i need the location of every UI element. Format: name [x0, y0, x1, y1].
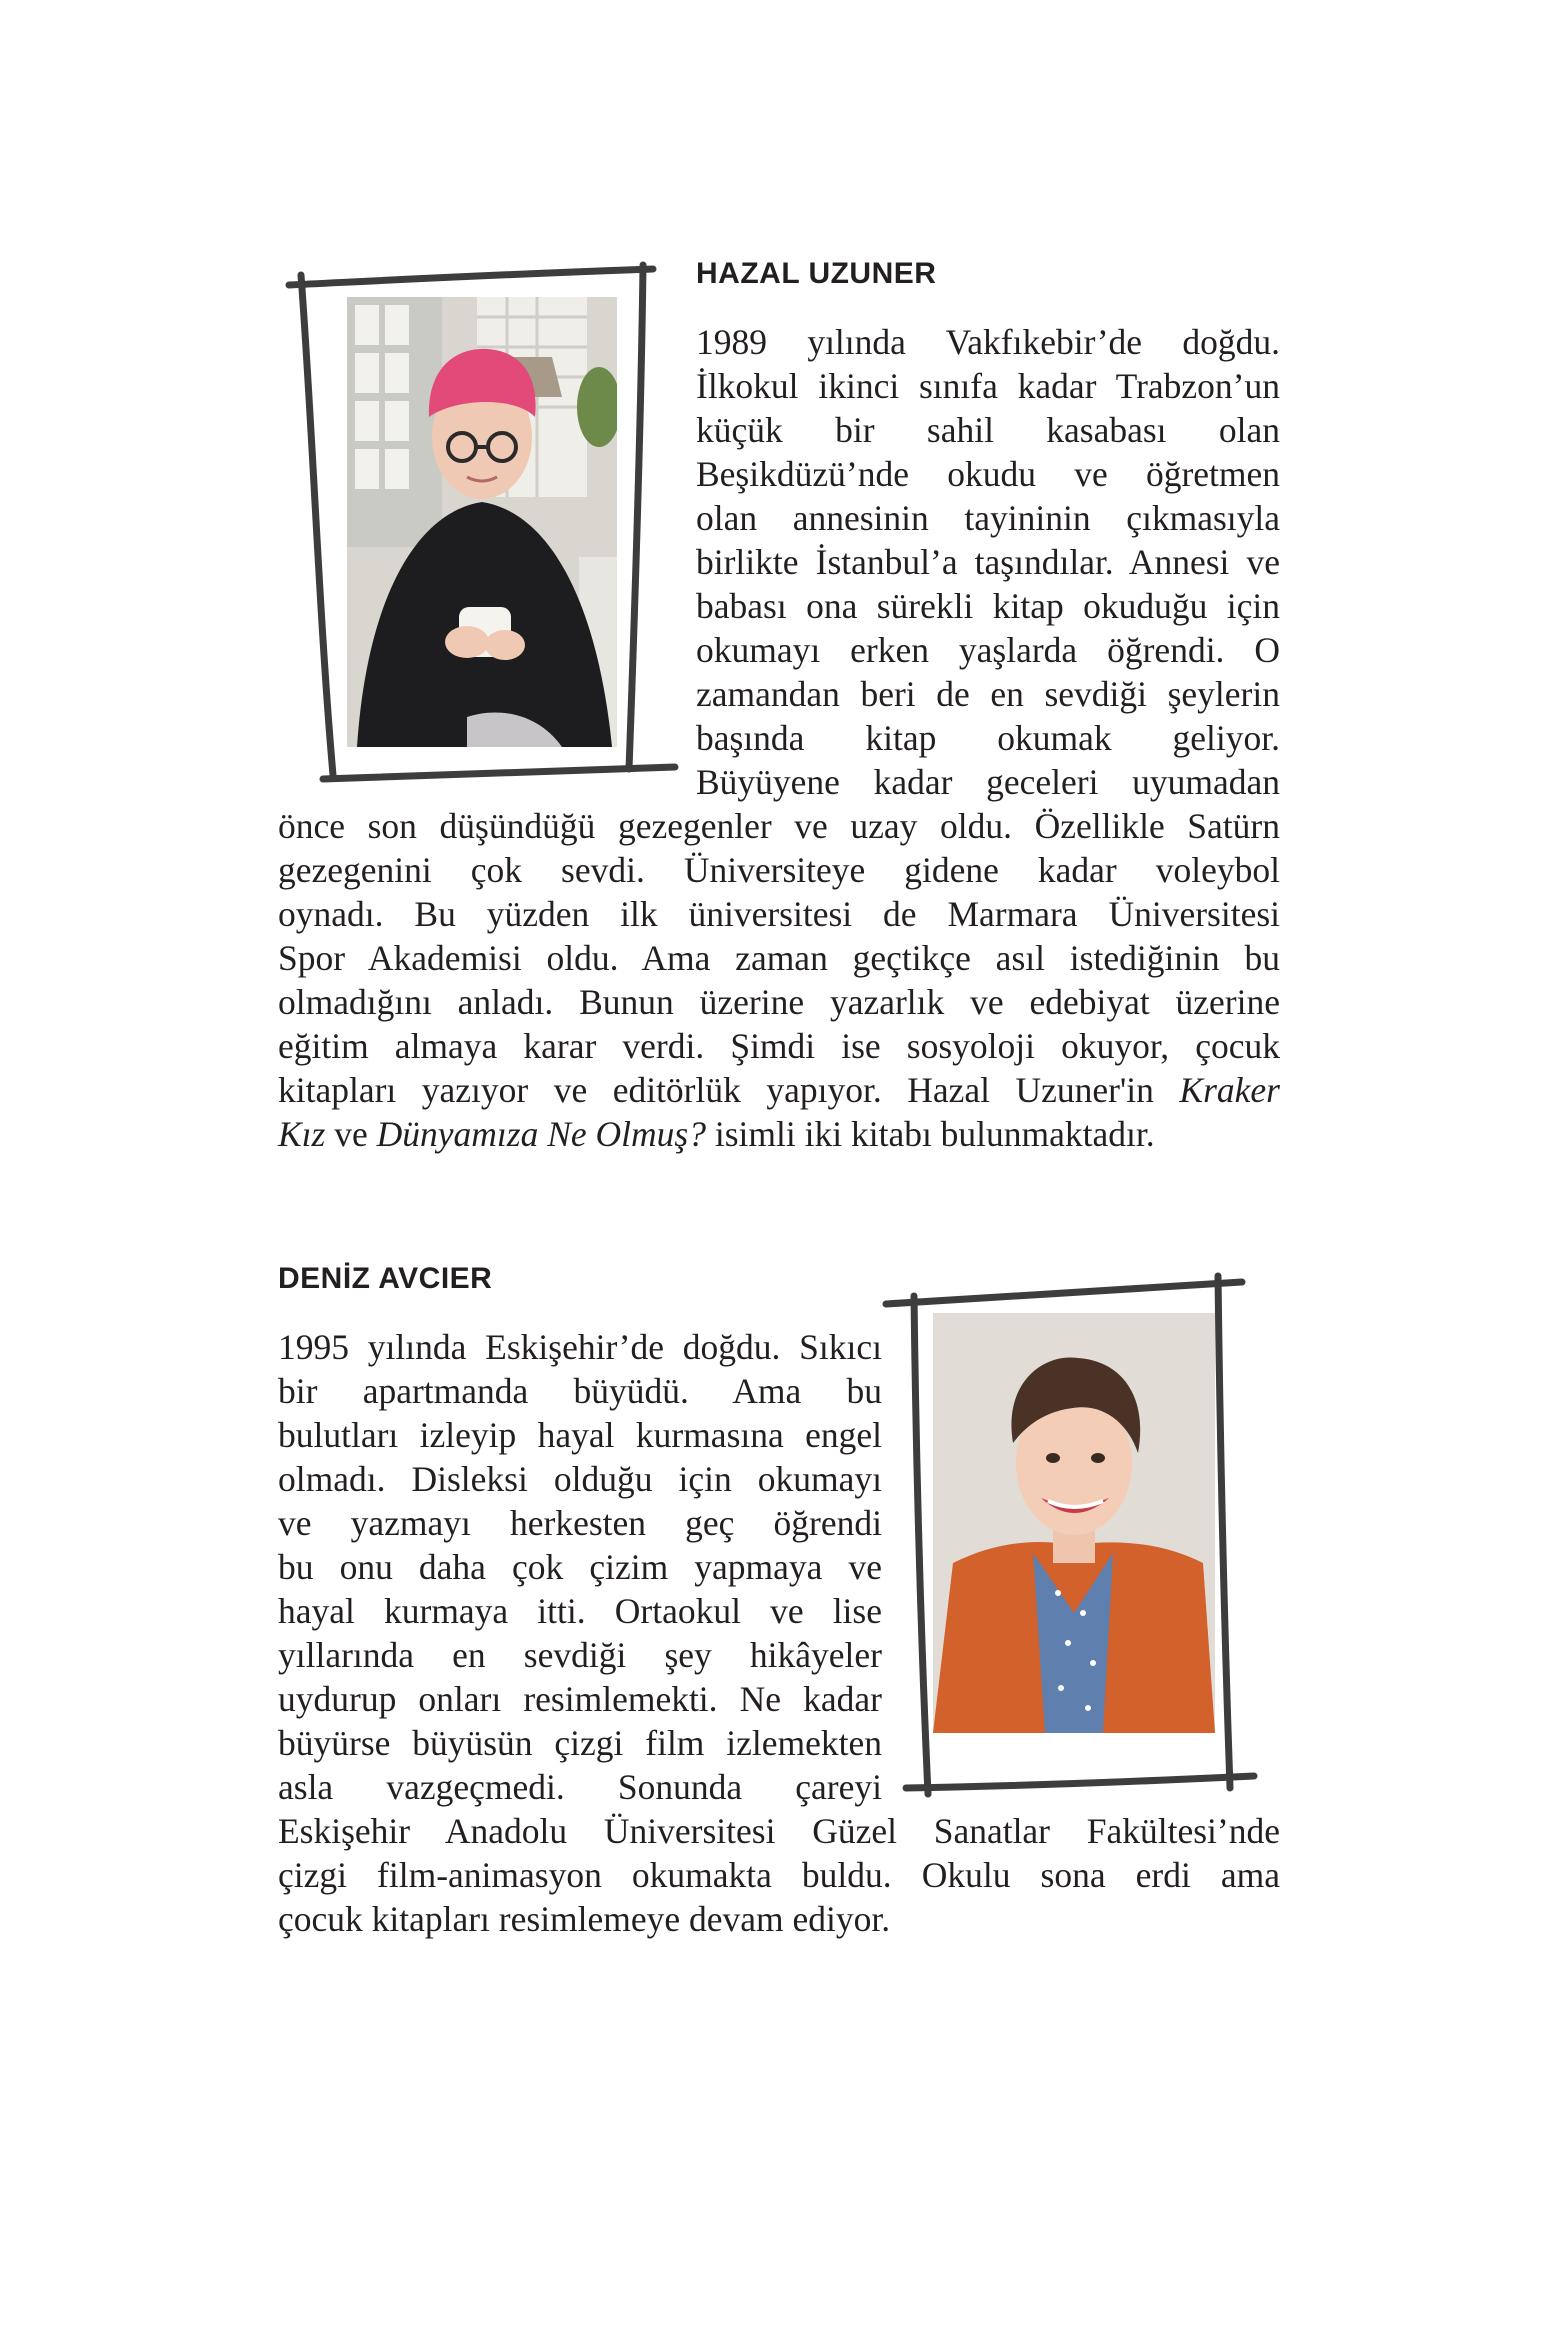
bio-line: küçük bir sahil kasabası olan [696, 410, 1280, 450]
bio-line: başında kitap okumak geliyor. [696, 718, 1280, 758]
book-title-italic: Kız [278, 1114, 326, 1154]
bio-line: bir apartmanda büyüdü. Ama bu [278, 1371, 882, 1411]
bio-line: bulutları izleyip hayal kurmasına engel [278, 1415, 882, 1455]
author-name-deniz: DENİZ AVCIER [278, 1262, 493, 1295]
bio-line [278, 1068, 1280, 1112]
bio-line: bu onu daha çok çizim yapmaya ve [278, 1547, 882, 1587]
bio-line: babası ona sürekli kitap okuduğu için [696, 586, 1280, 626]
bio-line: 1989 yılında Vakfıkebir’de doğdu. [696, 322, 1280, 362]
bio-text: kitapları yazıyor ve editörlük yapıyor. Hazal Uzuner'in [278, 1070, 1180, 1110]
bio-line: Eskişehir Anadolu Üniversitesi Güzel Sanatlar Fakültesi’nde [278, 1811, 1280, 1851]
author-name-hazal: HAZAL UZUNER [696, 257, 937, 290]
bio-text: ve [325, 1114, 377, 1154]
bio-line [278, 1112, 1280, 1156]
bio-line: olmadı. Disleksi olduğu için okumayı [278, 1459, 882, 1499]
bio-line: çizgi film-animasyon okumakta buldu. Okulu sona erdi ama [278, 1855, 1280, 1895]
bio-line: yıllarında en sevdiği şey hikâyeler [278, 1635, 882, 1675]
bio-line: eğitim almaya karar verdi. Şimdi ise sosyoloji okuyor, çocuk [278, 1026, 1280, 1066]
bio-line: okumayı erken yaşlarda öğrendi. O [696, 630, 1280, 670]
bio-line: çocuk kitapları resimlemeye devam ediyor. [278, 1899, 891, 1939]
bio-line: oynadı. Bu yüzden ilk üniversitesi de Marmara Üniversitesi [278, 894, 1280, 934]
bio-line: hayal kurmaya itti. Ortaokul ve lise [278, 1591, 882, 1631]
bio-line: uydurup onları resimlemekti. Ne kadar [278, 1679, 882, 1719]
book-title-italic: Dünyamıza Ne Olmuş? [376, 1114, 706, 1154]
bio-line: gezegenini çok sevdi. Üniversiteye gidene kadar voleybol [278, 850, 1280, 890]
author-photo-deniz [933, 1313, 1215, 1733]
bio-text: isimli iki kitabı bulunmaktadır. [705, 1114, 1155, 1154]
bio-line: 1995 yılında Eskişehir’de doğdu. Sıkıcı [278, 1327, 882, 1367]
bio-line: Beşikdüzü’nde okudu ve öğretmen [696, 454, 1280, 494]
bio-line: büyürse büyüsün çizgi film izlemekten [278, 1723, 882, 1763]
bio-line: önce son düşündüğü gezegenler ve uzay oldu. Özellikle Satürn [278, 806, 1280, 846]
bio-line: olan annesinin tayininin çıkmasıyla [696, 498, 1280, 538]
bio-line: birlikte İstanbul’a taşındılar. Annesi ve [696, 542, 1280, 582]
bio-line: Spor Akademisi oldu. Ama zaman geçtikçe asıl istediğinin bu [278, 938, 1280, 978]
book-title-italic: Kraker [1179, 1070, 1280, 1110]
bio-line: ve yazmayı herkesten geç öğrendi [278, 1503, 882, 1543]
bio-line: asla vazgeçmedi. Sonunda çareyi [278, 1767, 882, 1807]
bio-line: zamandan beri de en sevdiği şeylerin [696, 674, 1280, 714]
bio-line: olmadığını anladı. Bunun üzerine yazarlık ve edebiyat üzerine [278, 982, 1280, 1022]
bio-line: Büyüyene kadar geceleri uyumadan [696, 762, 1280, 802]
bio-line: İlkokul ikinci sınıfa kadar Trabzon’un [696, 366, 1280, 406]
author-photo-hazal [347, 297, 617, 747]
